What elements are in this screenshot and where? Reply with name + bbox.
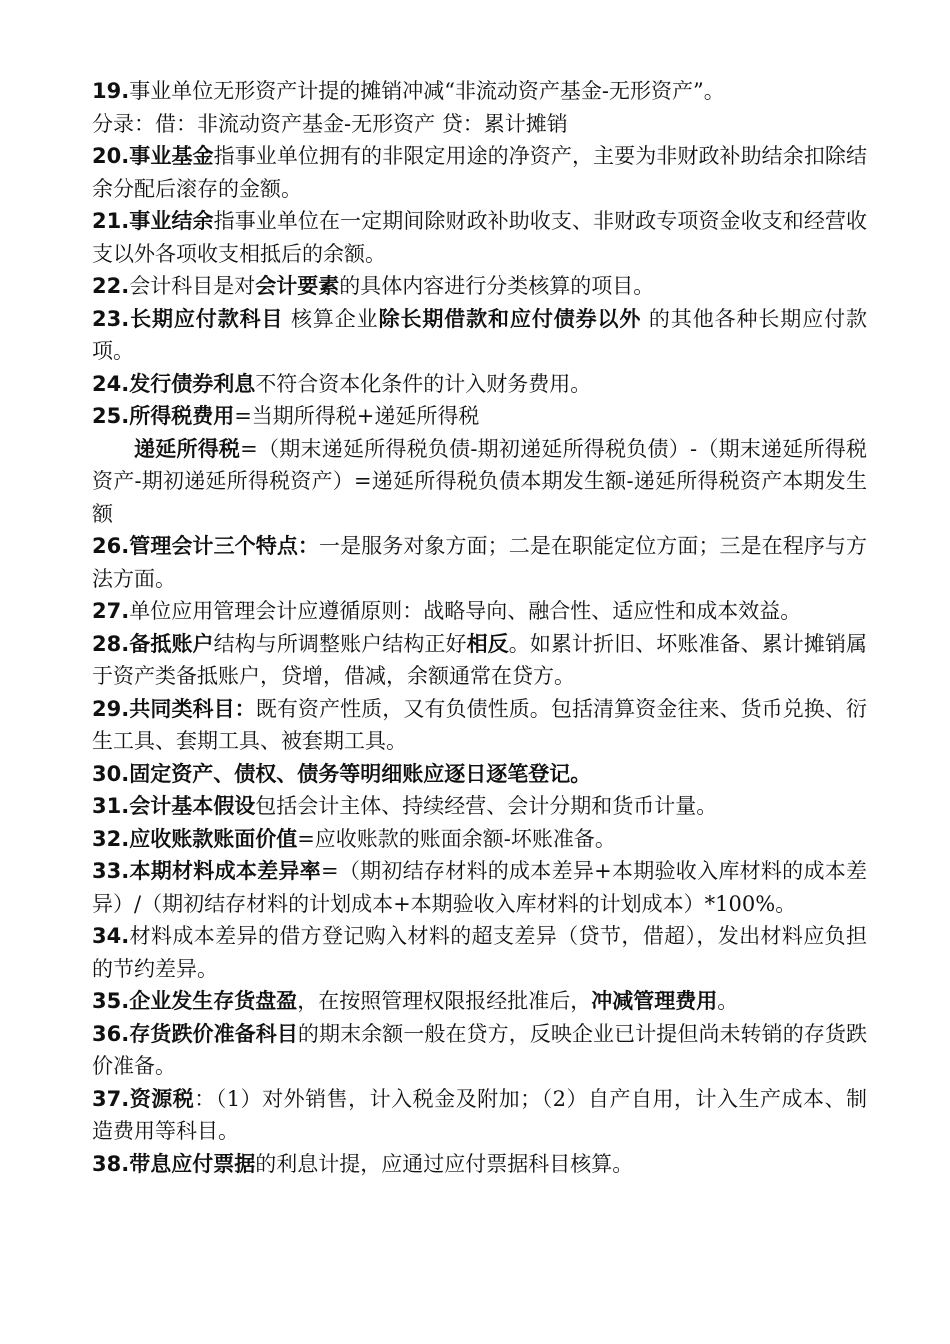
- paragraph-item: [92, 1148, 867, 1181]
- body-text: 一是服务对象方面；二是在职能定位方面；三是在程序与方法方面。: [92, 534, 868, 591]
- item-number: 19.: [92, 79, 130, 103]
- item-number: 21.: [92, 209, 130, 233]
- body-text: 结构与所调整账户结构正好: [213, 631, 467, 656]
- paragraph-item: [92, 140, 867, 205]
- item-number: 24.: [92, 371, 130, 396]
- bold-term: 事业结余: [129, 209, 214, 233]
- bold-term: 除长期借款和应付债券以外: [378, 306, 642, 331]
- body-text: 。: [717, 989, 739, 1013]
- item-number: 30.: [92, 761, 130, 786]
- body-text: 的利息计提，应通过应付票据科目核算。: [255, 1151, 634, 1176]
- bold-term: 会计基本假设: [129, 794, 256, 818]
- body-text: ，在按照管理权限报经批准后，: [297, 989, 592, 1013]
- bold-term: 递延所得税: [134, 436, 241, 461]
- bold-term: 资源税: [129, 1086, 195, 1111]
- paragraph-item: [92, 693, 867, 758]
- item-number: 36.: [92, 1021, 130, 1046]
- paragraph-item: [92, 855, 867, 920]
- paragraph-item: [92, 368, 867, 401]
- paragraph-item: [92, 205, 867, 270]
- body-text: 既有资产性质，又有负债性质。包括清算资金往来、货币兑换、衍生工具、套期工具、被套期工具。: [92, 696, 868, 753]
- item-number: 23.: [92, 306, 130, 331]
- body-text: 不符合资本化条件的计入财务费用。: [255, 371, 592, 396]
- bold-term: 企业发生存货盘盈: [129, 989, 298, 1013]
- body-text: 的其他各种长期应付款项。: [92, 306, 867, 363]
- bold-term: 存货跌价准备科目: [129, 1021, 298, 1046]
- paragraph-item: [92, 920, 867, 985]
- item-number: 28.: [92, 631, 130, 656]
- paragraph-item: [92, 1083, 867, 1148]
- bold-term: 所得税费用: [129, 404, 235, 428]
- body-text: 核算企业: [283, 306, 379, 331]
- bold-term: 本期材料成本差异率: [129, 859, 321, 883]
- paragraph-item: [92, 75, 867, 108]
- paragraph-item: [92, 1018, 867, 1083]
- bold-term: 冲减管理费用: [591, 989, 718, 1013]
- paragraph-item: [92, 270, 867, 303]
- body-text: 材料成本差异的借方登记购入材料的超支差异（贷节，借超），发出材料应负担的节约差异。: [92, 924, 867, 981]
- body-text: 指事业单位拥有的非限定用途的净资产，主要为非财政补助结余扣除结余分配后滚存的金额。: [92, 144, 868, 201]
- body-text: 包括会计主体、持续经营、会计分期和货币计量。: [255, 794, 718, 818]
- paragraph-item: [92, 758, 867, 791]
- item-number: 34.: [92, 924, 130, 948]
- paragraph-item: [92, 303, 867, 368]
- body-text: 事业单位无形资产计提的摊销冲减“非流动资产基金-无形资产”。: [129, 79, 725, 103]
- bold-term: 相反: [466, 631, 509, 656]
- paragraph-item: [92, 985, 867, 1018]
- paragraph-item: [92, 400, 867, 433]
- body-text: =（期初结存材料的成本差异+本期验收入库材料的成本差异）/（期初结存材料的计划成本+本期验收入库材料的计划成本）*100%。: [92, 859, 867, 916]
- paragraph-item: [92, 530, 867, 595]
- item-number: 20.: [92, 144, 130, 168]
- bold-term: 会计要素: [255, 274, 340, 298]
- bold-term: 管理会计三个特点：: [129, 534, 320, 558]
- body-text: 的期末余额一般在贷方，反映企业已计提但尚未转销的存货跌价准备。: [92, 1021, 867, 1078]
- document-body: [92, 75, 867, 1180]
- paragraph-item: [92, 790, 867, 823]
- item-number: 38.: [92, 1151, 130, 1176]
- item-number: 33.: [92, 859, 130, 883]
- body-text: =（期末递延所得税负债-期初递延所得税负债）-（期末递延所得税资产-期初递延所得税资产）=递延所得税负债本期发生额-递延所得税资产本期发生额: [92, 436, 867, 526]
- bold-term: 长期应付款科目: [129, 306, 284, 331]
- body-text: =应收账款的账面余额-坏账准备。: [297, 826, 616, 851]
- paragraph-item: [92, 595, 867, 628]
- paragraph-item: [92, 628, 867, 693]
- item-number: 25.: [92, 404, 130, 428]
- paragraph-item: [92, 823, 867, 856]
- bold-term: 带息应付票据: [129, 1151, 256, 1176]
- bold-term: 共同类科目：: [129, 696, 256, 721]
- bold-term: 备抵账户: [129, 631, 214, 656]
- item-number: 29.: [92, 696, 130, 721]
- bold-term: 固定资产、债权、债务等明细账应逐日逐笔登记。: [129, 761, 592, 786]
- item-number: 35.: [92, 989, 130, 1013]
- bold-term: 发行债券利息: [129, 371, 256, 396]
- item-number: 31.: [92, 794, 130, 818]
- body-text: 。如累计折旧、坏账准备、累计摊销属于资产类备抵账户，贷增，借减，余额通常在贷方。: [92, 631, 868, 688]
- bold-term: 应收账款账面价值: [129, 826, 298, 851]
- bold-term: 事业基金: [129, 144, 214, 168]
- item-number: 22.: [92, 274, 130, 298]
- body-text: 的具体内容进行分类核算的项目。: [339, 274, 655, 298]
- body-text: 分录：借：非流动资产基金-无形资产 贷：累计摊销: [92, 111, 568, 136]
- item-number: 37.: [92, 1086, 130, 1111]
- body-text: ：（1）对外销售，计入税金及附加；（2）自产自用，计入生产成本、制造费用等科目。: [92, 1086, 867, 1143]
- body-text: 指事业单位在一定期间除财政补助收支、非财政专项资金收支和经营收支以外各项收支相抵后的余额。: [92, 209, 868, 266]
- paragraph-item: [92, 108, 867, 141]
- item-number: 27.: [92, 599, 130, 623]
- body-text: 会计科目是对: [129, 274, 256, 298]
- item-number: 32.: [92, 826, 130, 851]
- body-text: =当期所得税+递延所得税: [234, 404, 480, 428]
- body-text: 单位应用管理会计应遵循原则：战略导向、融合性、适应性和成本效益。: [129, 599, 802, 623]
- paragraph-item: [92, 433, 867, 531]
- item-number: 26.: [92, 534, 130, 558]
